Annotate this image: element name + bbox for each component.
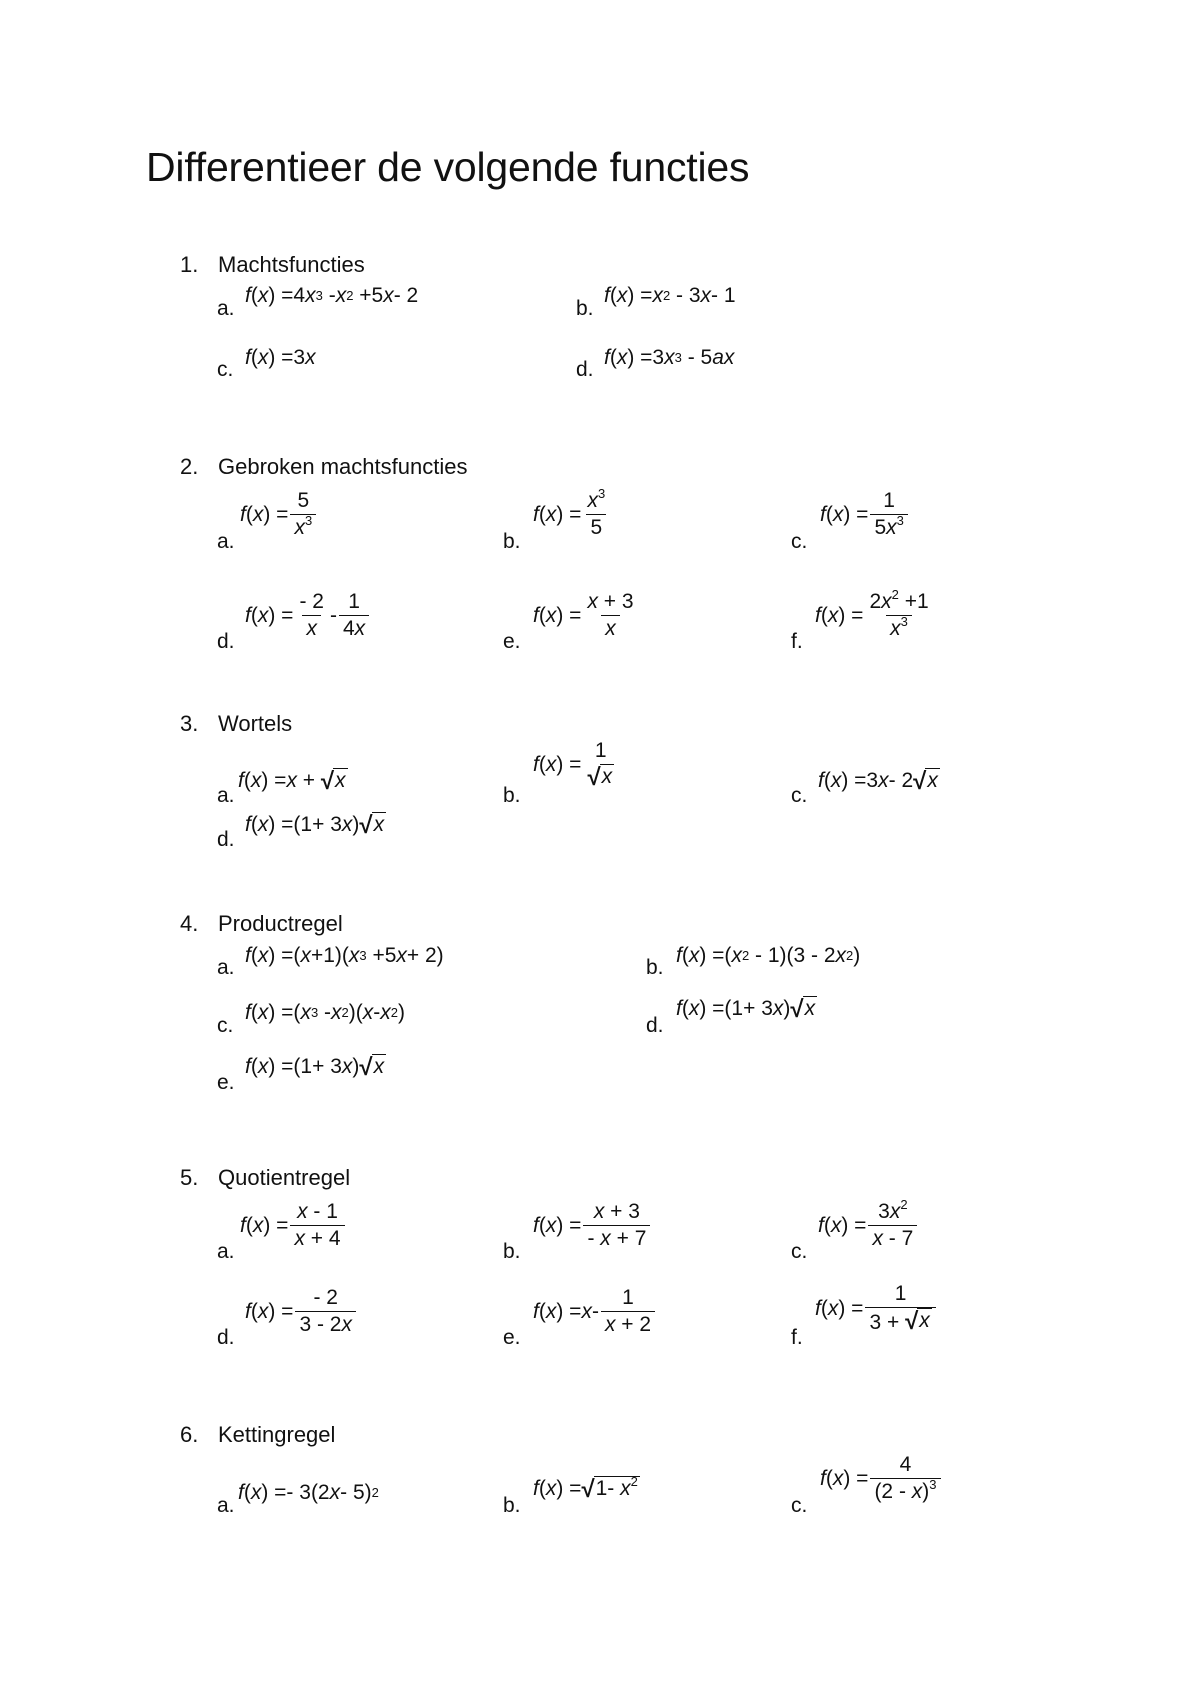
formula: f ( x ) = $\frac{- 2}{3 - 2x}$	[245, 1285, 358, 1338]
section-title: Productregel	[218, 911, 343, 936]
exercise-label: d.	[576, 358, 594, 381]
formula: f ( x ) =( x 3 - x 2 )( x - x 2 )	[245, 1001, 405, 1024]
formula: f ( x ) = x - $\frac{1}{x + 2}$	[533, 1285, 657, 1338]
formula: f ( x ) = x 2 - 3 x - 1	[604, 284, 736, 307]
formula: f ( x ) =(1+ 3 x ) √ x	[245, 812, 385, 839]
exercise-label: e.	[503, 630, 521, 653]
section-number: 1.	[180, 252, 199, 277]
formula: f ( x ) = $\frac{1}{5x^3}$	[820, 488, 910, 541]
formula: f ( x ) = $\frac{4}{(2 - x)^3}$	[820, 1452, 943, 1505]
formula: f ( x ) = x + √ x	[238, 768, 346, 795]
exercise-label: e.	[217, 1071, 235, 1094]
section-heading	[180, 711, 292, 737]
section-title: Kettingregel	[218, 1422, 336, 1447]
exercise-label: b.	[576, 297, 594, 320]
section-title: Gebroken machtsfuncties	[218, 454, 468, 479]
section-number: 3.	[180, 711, 199, 736]
formula: f ( x ) =3 x	[245, 346, 316, 369]
page-title: Differentieer de volgende functies	[146, 144, 750, 190]
exercise-label: b.	[503, 1494, 521, 1517]
section-heading	[180, 1422, 335, 1448]
section-heading	[180, 1165, 350, 1191]
exercise-label: c.	[791, 784, 808, 807]
section-heading	[180, 454, 467, 480]
section-number: 6.	[180, 1422, 199, 1447]
formula: f ( x ) = $\frac{3x^2}{x - 7}$	[818, 1199, 919, 1252]
exercise-label: b.	[646, 956, 664, 979]
exercise-label: c.	[791, 1240, 808, 1263]
formula: f ( x ) = $\frac{x^3}{5}$	[533, 486, 606, 539]
section-title: Quotientregel	[218, 1165, 351, 1190]
formula: f ( x ) =3 x 3 - 5 ax	[604, 346, 735, 369]
exercise-label: d.	[217, 630, 235, 653]
exercise-label: b.	[503, 784, 521, 807]
exercise-label: a.	[217, 1240, 235, 1263]
formula: f ( x ) =- 3(2 x - 5) 2	[238, 1481, 379, 1504]
exercise-label: a.	[217, 1494, 235, 1517]
formula: f ( x ) = $\frac{x + 3}{x}$	[533, 590, 634, 640]
formula: f ( x ) =(1+ 3 x ) √ x	[245, 1054, 385, 1081]
formula: f ( x ) = $\frac{x - 1}{x + 4}$	[240, 1199, 347, 1252]
formula: f ( x ) = $\frac{x + 3}{- x + 7}$	[533, 1199, 652, 1252]
exercise-label: b.	[503, 530, 521, 553]
exercise-label: a.	[217, 297, 235, 320]
formula: f ( x ) = 1 √ x	[533, 739, 613, 791]
formula: f ( x ) =3 x - 2 √ x	[818, 768, 938, 795]
section-number: 4.	[180, 911, 199, 936]
section-heading	[180, 911, 343, 937]
exercise-label: d.	[646, 1014, 664, 1037]
formula: f ( x ) =(1+ 3 x ) √ x	[676, 996, 816, 1023]
exercise-label: c.	[217, 1014, 234, 1037]
exercise-label: b.	[503, 1240, 521, 1263]
section-title: Machtsfuncties	[218, 252, 365, 277]
exercise-label: f.	[791, 1326, 803, 1349]
formula: f ( x ) =( x 2 - 1)(3 - 2 x 2 )	[676, 944, 861, 967]
formula: f ( x ) =( x +1)( x 3 +5 x + 2)	[245, 944, 444, 967]
exercise-label: e.	[503, 1326, 521, 1349]
exercise-label: c.	[217, 358, 234, 381]
formula: f ( x ) = 1 3 + √ x	[815, 1281, 938, 1336]
formula: f ( x ) = $\frac{2x^2 +1}{x^3}$	[815, 587, 929, 640]
formula: f ( x ) = √ 1- $x^2$	[533, 1474, 638, 1503]
formula: f ( x ) = $\frac{5}{x^3}$	[240, 488, 318, 541]
formula: f ( x ) =4 x 3 - x 2 +5 x - 2	[245, 284, 419, 307]
exercise-label: c.	[791, 1494, 808, 1517]
exercise-label: a.	[217, 956, 235, 979]
section-number: 5.	[180, 1165, 199, 1190]
exercise-label: d.	[217, 1326, 235, 1349]
section-number: 2.	[180, 454, 199, 479]
exercise-label: a.	[217, 530, 235, 553]
exercise-label: f.	[791, 630, 803, 653]
exercise-label: a.	[217, 784, 235, 807]
exercise-label: d.	[217, 828, 235, 851]
section-heading	[180, 252, 365, 278]
section-title: Wortels	[218, 711, 293, 736]
formula: f ( x ) = $\frac{- 2}{x}$ - $\frac{1}{4x}$	[245, 589, 371, 642]
exercise-label: c.	[791, 530, 808, 553]
